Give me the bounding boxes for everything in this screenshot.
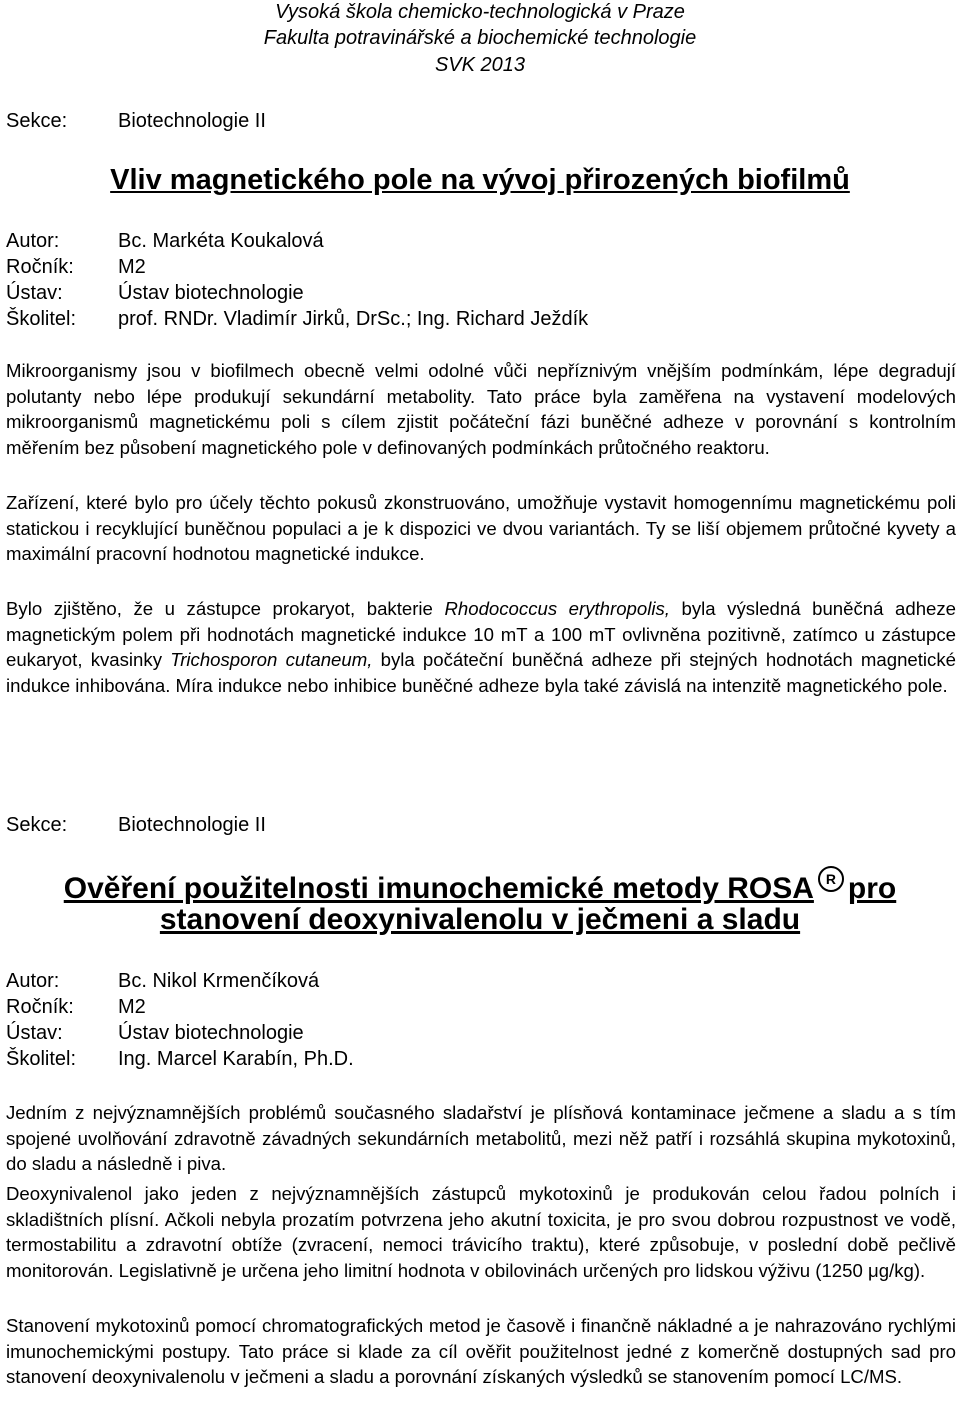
author-label: Autor: xyxy=(6,230,60,252)
supervisor-label: Školitel: xyxy=(6,308,77,330)
article2-section-row xyxy=(6,812,266,838)
header-conference: SVK 2013 xyxy=(434,54,526,76)
article1-supervisor: prof. RNDr. Vladimír Jirků, DrSc.; Ing. Richard Ježdík xyxy=(118,308,589,330)
article1-institute: Ústav biotechnologie xyxy=(118,282,304,304)
article1-p3-text-c: byla výsledná buněčná adheze magnetickým polem při hodnotách magnetické indukce 10 mT a 100 mT ovlivněna pozitivně, zatímco u zástupce eukaryot, kvasinky xyxy=(6,598,957,670)
species-rhodococcus: Rhodococcus erythropolis, xyxy=(444,598,670,619)
species-trichosporon: Trichosporon cutaneum, xyxy=(170,649,373,670)
article2-author: Bc. Nikol Krmenčíková xyxy=(118,970,320,992)
header-faculty: Fakulta potravinářské a biochemické technologie xyxy=(263,27,697,49)
year-label: Ročník: xyxy=(6,256,74,278)
article2-author-row xyxy=(6,968,320,994)
article2-paragraph-1: Jedním z nejvýznamnějších problémů současného sladařství je plísňová kontaminace ječmene a sladu a s tím spojené uvolňování zdravotně závadných sekundárních metabolitů, mezi něž patří i rozsáhlá skupina mykotoxinů, do sladu a následně i piva. xyxy=(6,1102,956,1174)
institute-label: Ústav: xyxy=(6,1022,63,1044)
institute-label: Ústav: xyxy=(6,282,63,304)
article2-year-row xyxy=(6,994,146,1020)
article1-year: M2 xyxy=(118,256,146,278)
article1-year-row xyxy=(6,254,146,280)
article2-paragraph-3: Stanovení mykotoxinů pomocí chromatografických metod je časově i finančně nákladné a je nahrazováno rychlými imunochemickými postupy. Tato práce si klade za cíl ověřit použitelnost jedné z komerčně dostupných sad pro stanovení deoxynivalenolu v ječmeni a sladu a porovnání získaných výsledků se stanovením pomocí LC/MS. xyxy=(6,1315,956,1387)
article1-author: Bc. Markéta Koukalová xyxy=(118,230,324,252)
article1-paragraph-2: Zařízení, které bylo pro účely těchto pokusů zkonstruováno, umožňuje vystavit homogennímu magnetickému poli statickou i recyklující buněčnou populaci a je k dispozici ve dvou variantách. Ty se liší objemem průtočné kyvety a maximální pracovní hodnotou magnetické indukce. xyxy=(6,492,956,564)
article1-p3-text-e: byla počáteční buněčná adheze při stejných hodnotách magnetické indukce inhibována. Míra indukce nebo inhibice buněčné adheze byla také závislá na intenzitě magnetického pole. xyxy=(6,649,956,696)
registered-trademark-icon: R xyxy=(818,866,844,892)
article2-title-part2: pro xyxy=(847,872,897,905)
article2-supervisor-row xyxy=(6,1046,354,1072)
article2-title-part1: Ověření použitelnosti imunochemické metody ROSA xyxy=(63,872,814,905)
article2-year: M2 xyxy=(118,996,146,1018)
author-label: Autor: xyxy=(6,970,60,992)
article1-author-row xyxy=(6,228,324,254)
article1-paragraph-3 xyxy=(6,596,956,698)
section-label: Sekce: xyxy=(6,110,68,132)
article1-title: Vliv magnetického pole na vývoj přirozených biofilmů xyxy=(110,164,850,196)
article2-paragraph-2: Deoxynivalenol jako jeden z nejvýznamnějších zástupců mykotoxinů je produkován celou řadou polních i skladištních plísní. Ačkoli nebyla prozatím potvrzena jeho akutní toxicita, je pro svou dobrou rozpustnost ve vodě, termostabilitu a zdravotní obtíže (zvracení, nemoci trávicího traktu), které způsobuje, v poslední době pečlivě monitorován. Legislativně je určena jeho limitní hodnota v obilovinách určených pro lidskou výživu (1250 μg/kg). xyxy=(6,1183,956,1281)
article2-institute: Ústav biotechnologie xyxy=(118,1022,304,1044)
supervisor-label: Školitel: xyxy=(6,1048,77,1070)
year-label: Ročník: xyxy=(6,996,74,1018)
article2-institute-row xyxy=(6,1020,304,1046)
header-university: Vysoká škola chemicko-technologická v Praze xyxy=(275,1,685,23)
article2-title-line1 xyxy=(0,866,960,907)
article1-institute-row xyxy=(6,280,304,306)
section-label: Sekce: xyxy=(6,814,68,836)
article1-paragraph-1: Mikroorganismy jsou v biofilmech obecně velmi odolné vůči nepříznivým vnějším podmínkám, lépe degradují polutanty nebo lépe produkují sekundární metabolity. Tato práce byla zaměřena na vystavení modelových mikroorganismů magnetickému poli s cílem zjistit počáteční fázi buněčné adheze v porovnání s kontrolním měřením bez působení magnetického pole v definovaných podmínkách průtočného reaktoru. xyxy=(6,360,956,458)
article1-supervisor-row xyxy=(6,306,589,332)
article1-p3-text-a: Bylo zjištěno, že u zástupce prokaryot, bakterie xyxy=(6,598,445,619)
article2-title-line2: stanovení deoxynivalenolu v ječmeni a sladu xyxy=(159,903,801,936)
article1-section: Biotechnologie II xyxy=(118,110,266,132)
article1-section-row xyxy=(6,108,266,134)
article2-section: Biotechnologie II xyxy=(118,814,266,836)
article2-supervisor: Ing. Marcel Karabín, Ph.D. xyxy=(118,1048,354,1070)
